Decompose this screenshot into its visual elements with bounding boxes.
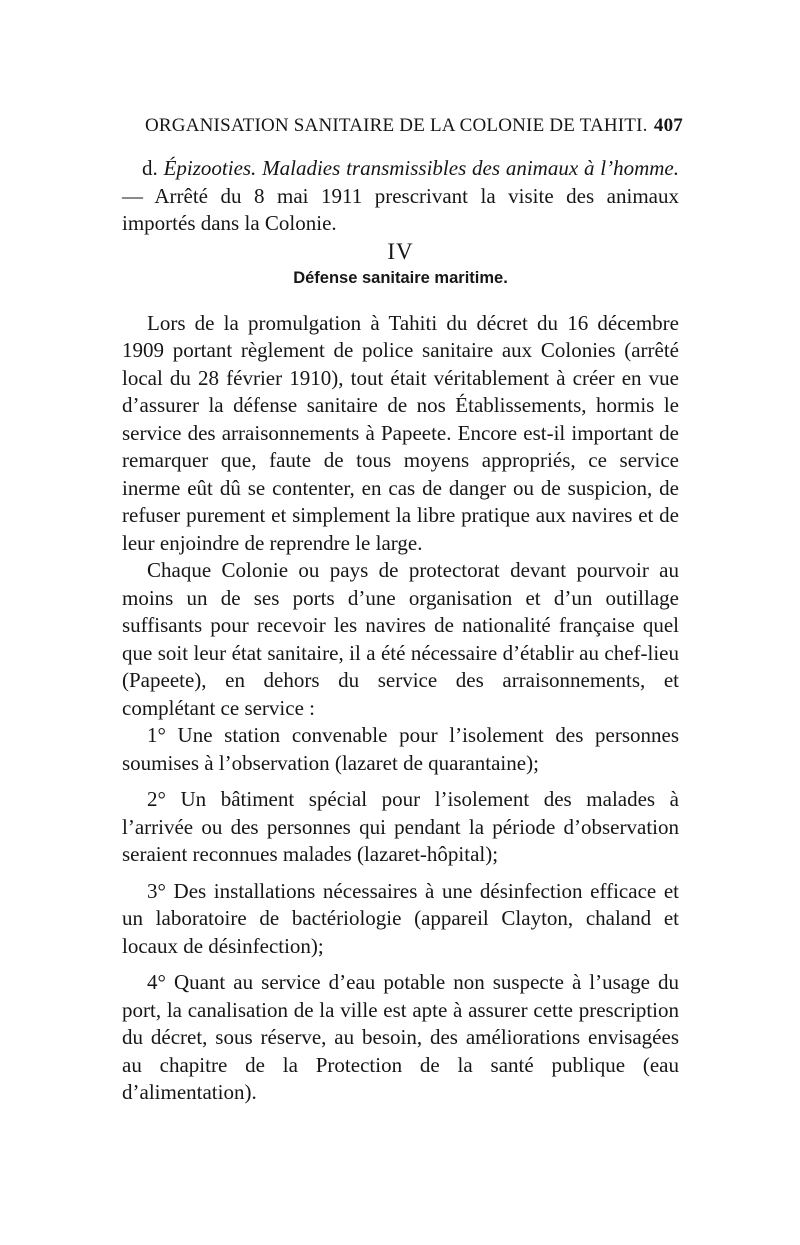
list-item-desinfection: 3° Des installations nécessaires à une désinfection efficace et un laboratoire de bactériologie (appareil Clayton, chaland et locaux de désinfection);	[122, 878, 679, 958]
intro-lead: d.	[142, 156, 164, 180]
intro-italic-title: Épizooties. Maladies transmissibles des animaux à l’homme.	[163, 156, 680, 180]
intro-paragraph	[122, 155, 679, 238]
section-numeral: IV	[387, 238, 414, 264]
section-heading: Défense sanitaire maritime.	[293, 269, 508, 287]
running-title: ORGANISATION SANITAIRE DE LA COLONIE DE TAHITI.	[145, 115, 648, 136]
list-item-eau-potable: 4° Quant au service d’eau potable non suspecte à l’usage du port, la canalisation de la ville est apte à assurer cette prescription du décret, sous réserve, au besoin, des améliorations envisagées au chapitre de la Protection de la santé publique (eau d’alimentation).	[122, 970, 679, 1104]
intro-text: — Arrêté du 8 mai 1911 prescrivant la visite des animaux importés dans la Colonie.	[122, 183, 679, 235]
paragraph-colonie: Chaque Colonie ou pays de protectorat devant pourvoir au moins un de ses ports d’une organisation et d’un outillage suffisants pour recevoir les navires de nationalité française quel que soit leur état sanitaire, il a été nécessaire d’établir au chef-lieu (Papeete), en dehors du service des arraisonnements, et complétant ce service :	[122, 558, 679, 720]
page-number: 407	[653, 115, 683, 136]
page-body	[122, 155, 679, 1107]
list-item-lazaret-quarantaine: 1° Une station convenable pour l’isolement des personnes soumises à l’observation (lazaret de quarantaine);	[122, 723, 679, 775]
list-item-lazaret-hopital: 2° Un bâtiment spécial pour l’isolement des malades à l’arrivée ou des personnes qui pendant la période d’observation seraient reconnues malades (lazaret-hôpital);	[122, 787, 679, 866]
paragraph-promulgation: Lors de la promulgation à Tahiti du décret du 16 décembre 1909 portant règlement de police sanitaire aux Colonies (arrêté local du 28 février 1910), tout était véritablement à créer en vue d’assurer la défense sanitaire de nos Établissements, hormis le service des arraisonnements à Papeete. Encore est-il important de remarquer que, faute de tous moyens appropriés, ce service inerme eût dû se contenter, en cas de danger ou de suspicion, de refuser purement et simplement la libre pratique aux navires et de leur enjoindre de reprendre le large.	[122, 310, 679, 555]
